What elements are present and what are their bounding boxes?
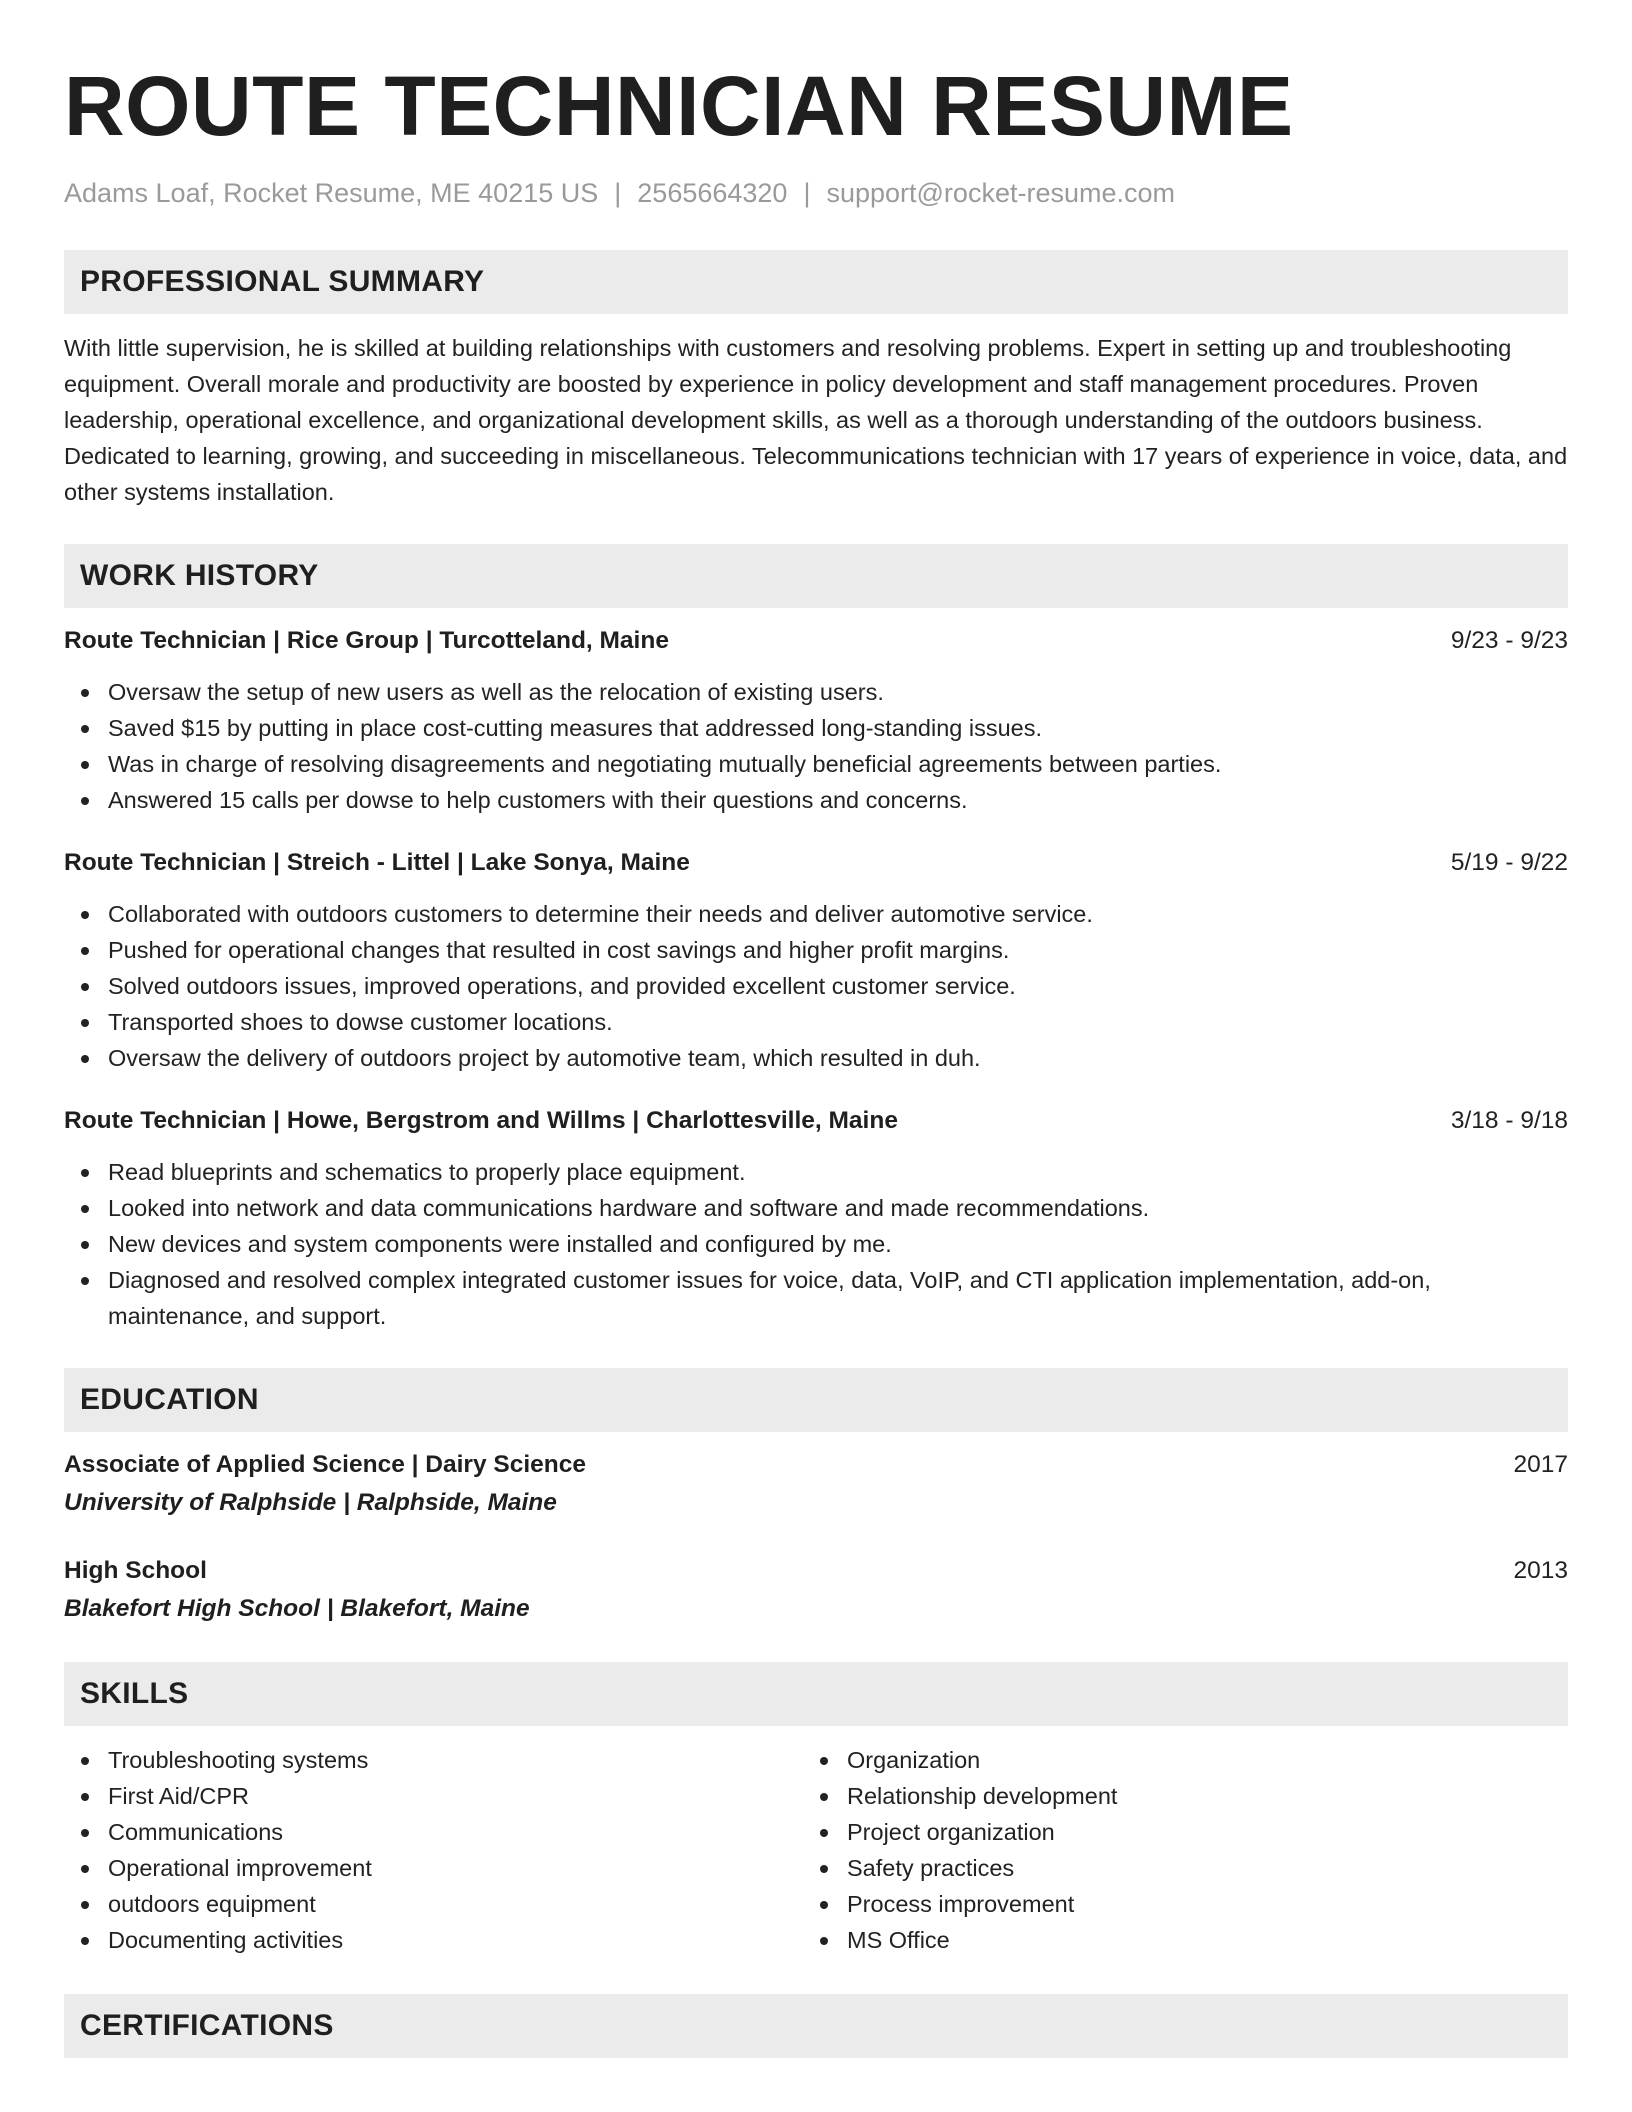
- skill-item: Documenting activities: [64, 1922, 803, 1958]
- contact-separator: |: [803, 178, 811, 208]
- job-title: Route Technician | Streich - Littel | Lake Sonya, Maine: [64, 849, 690, 876]
- skill-item: Communications: [64, 1814, 803, 1850]
- skill-item: MS Office: [803, 1922, 1542, 1958]
- skill-item: Operational improvement: [64, 1850, 803, 1886]
- section-header-certifications: CERTIFICATIONS: [64, 1994, 1568, 2058]
- job-dates: 3/18 - 9/18: [1450, 1107, 1568, 1134]
- skills-column-right: [803, 1742, 1542, 1958]
- section-header-work-history: WORK HISTORY: [64, 544, 1568, 608]
- job-bullet: Looked into network and data communications hardware and software and made recommendations.: [64, 1190, 1568, 1226]
- job-title: Route Technician | Rice Group | Turcotteland, Maine: [64, 627, 669, 654]
- job-dates: 9/23 - 9/23: [1450, 627, 1568, 654]
- job-dates: 5/19 - 9/22: [1450, 849, 1568, 876]
- skill-item: Project organization: [803, 1814, 1542, 1850]
- education-degree: Associate of Applied Science | Dairy Science: [64, 1451, 587, 1478]
- skills-column-left: [64, 1742, 803, 1958]
- contact-address: Adams Loaf, Rocket Resume, ME 40215 US: [64, 178, 599, 208]
- education-entry: [64, 1554, 1568, 1626]
- job-bullet: Pushed for operational changes that resulted in cost savings and higher profit margins.: [64, 932, 1568, 968]
- job-entry: [64, 1104, 1568, 1334]
- education-header: [64, 1448, 1568, 1482]
- skill-item: Relationship development: [803, 1778, 1542, 1814]
- section-header-education: EDUCATION: [64, 1368, 1568, 1432]
- section-header-summary: PROFESSIONAL SUMMARY: [64, 250, 1568, 314]
- job-bullet: Transported shoes to dowse customer locations.: [64, 1004, 1568, 1040]
- job-entry: [64, 846, 1568, 1076]
- contact-line: [64, 176, 1568, 210]
- job-bullet: Solved outdoors issues, improved operations, and provided excellent customer service.: [64, 968, 1568, 1004]
- section-header-skills: SKILLS: [64, 1662, 1568, 1726]
- job-bullet: Saved $15 by putting in place cost-cutting measures that addressed long-standing issues.: [64, 710, 1568, 746]
- education-degree: High School: [64, 1557, 207, 1584]
- skill-item: Organization: [803, 1742, 1542, 1778]
- education-school: Blakefort High School | Blakefort, Maine: [64, 1595, 530, 1622]
- summary-text: With little supervision, he is skilled at building relationships with customers and resolving problems. Expert in setting up and troubleshooting equipment. Overall morale and productivity are boosted by experience in policy development and staff management procedures. Proven leadership, operational excellence, and organizational development skills, as well as a thorough understanding of the outdoors business. Dedicated to learning, growing, and succeeding in miscellaneous. Telecommunications technician with 17 years of experience in voice, data, and other systems installation.: [64, 335, 1568, 505]
- job-bullet: Oversaw the setup of new users as well as the relocation of existing users.: [64, 674, 1568, 710]
- job-bullet: Was in charge of resolving disagreements and negotiating mutually beneficial agreements between parties.: [64, 746, 1568, 782]
- job-bullet: Oversaw the delivery of outdoors project by automotive team, which resulted in duh.: [64, 1040, 1568, 1076]
- skill-item: outdoors equipment: [64, 1886, 803, 1922]
- skill-item: Troubleshooting systems: [64, 1742, 803, 1778]
- job-bullet: Collaborated with outdoors customers to determine their needs and deliver automotive service.: [64, 896, 1568, 932]
- job-header: [64, 846, 1568, 880]
- skill-item: Process improvement: [803, 1886, 1542, 1922]
- job-header: [64, 624, 1568, 658]
- contact-email: support@rocket-resume.com: [826, 178, 1175, 208]
- job-bullet: Diagnosed and resolved complex integrated customer issues for voice, data, VoIP, and CTI application implementation, add-on, maintenance, and support.: [64, 1262, 1568, 1334]
- job-bullet: Answered 15 calls per dowse to help customers with their questions and concerns.: [64, 782, 1568, 818]
- skill-item: Safety practices: [803, 1850, 1542, 1886]
- contact-phone: 2565664320: [637, 178, 788, 208]
- skills-list: [64, 1742, 1568, 1958]
- job-bullet: Read blueprints and schematics to properly place equipment.: [64, 1154, 1568, 1190]
- education-entry: [64, 1448, 1568, 1520]
- skill-item: First Aid/CPR: [64, 1778, 803, 1814]
- job-bullet: New devices and system components were installed and configured by me.: [64, 1226, 1568, 1262]
- education-year: 2017: [1513, 1451, 1568, 1478]
- job-bullets: [64, 1154, 1568, 1334]
- education-header: [64, 1554, 1568, 1588]
- job-bullets: [64, 896, 1568, 1076]
- contact-separator: |: [614, 178, 622, 208]
- job-title: Route Technician | Howe, Bergstrom and Willms | Charlottesville, Maine: [64, 1107, 898, 1134]
- education-school: University of Ralphside | Ralphside, Maine: [64, 1489, 557, 1516]
- resume-title: ROUTE TECHNICIAN RESUME: [64, 59, 1294, 153]
- education-year: 2013: [1513, 1557, 1568, 1584]
- job-entry: [64, 624, 1568, 818]
- job-bullets: [64, 674, 1568, 818]
- job-header: [64, 1104, 1568, 1138]
